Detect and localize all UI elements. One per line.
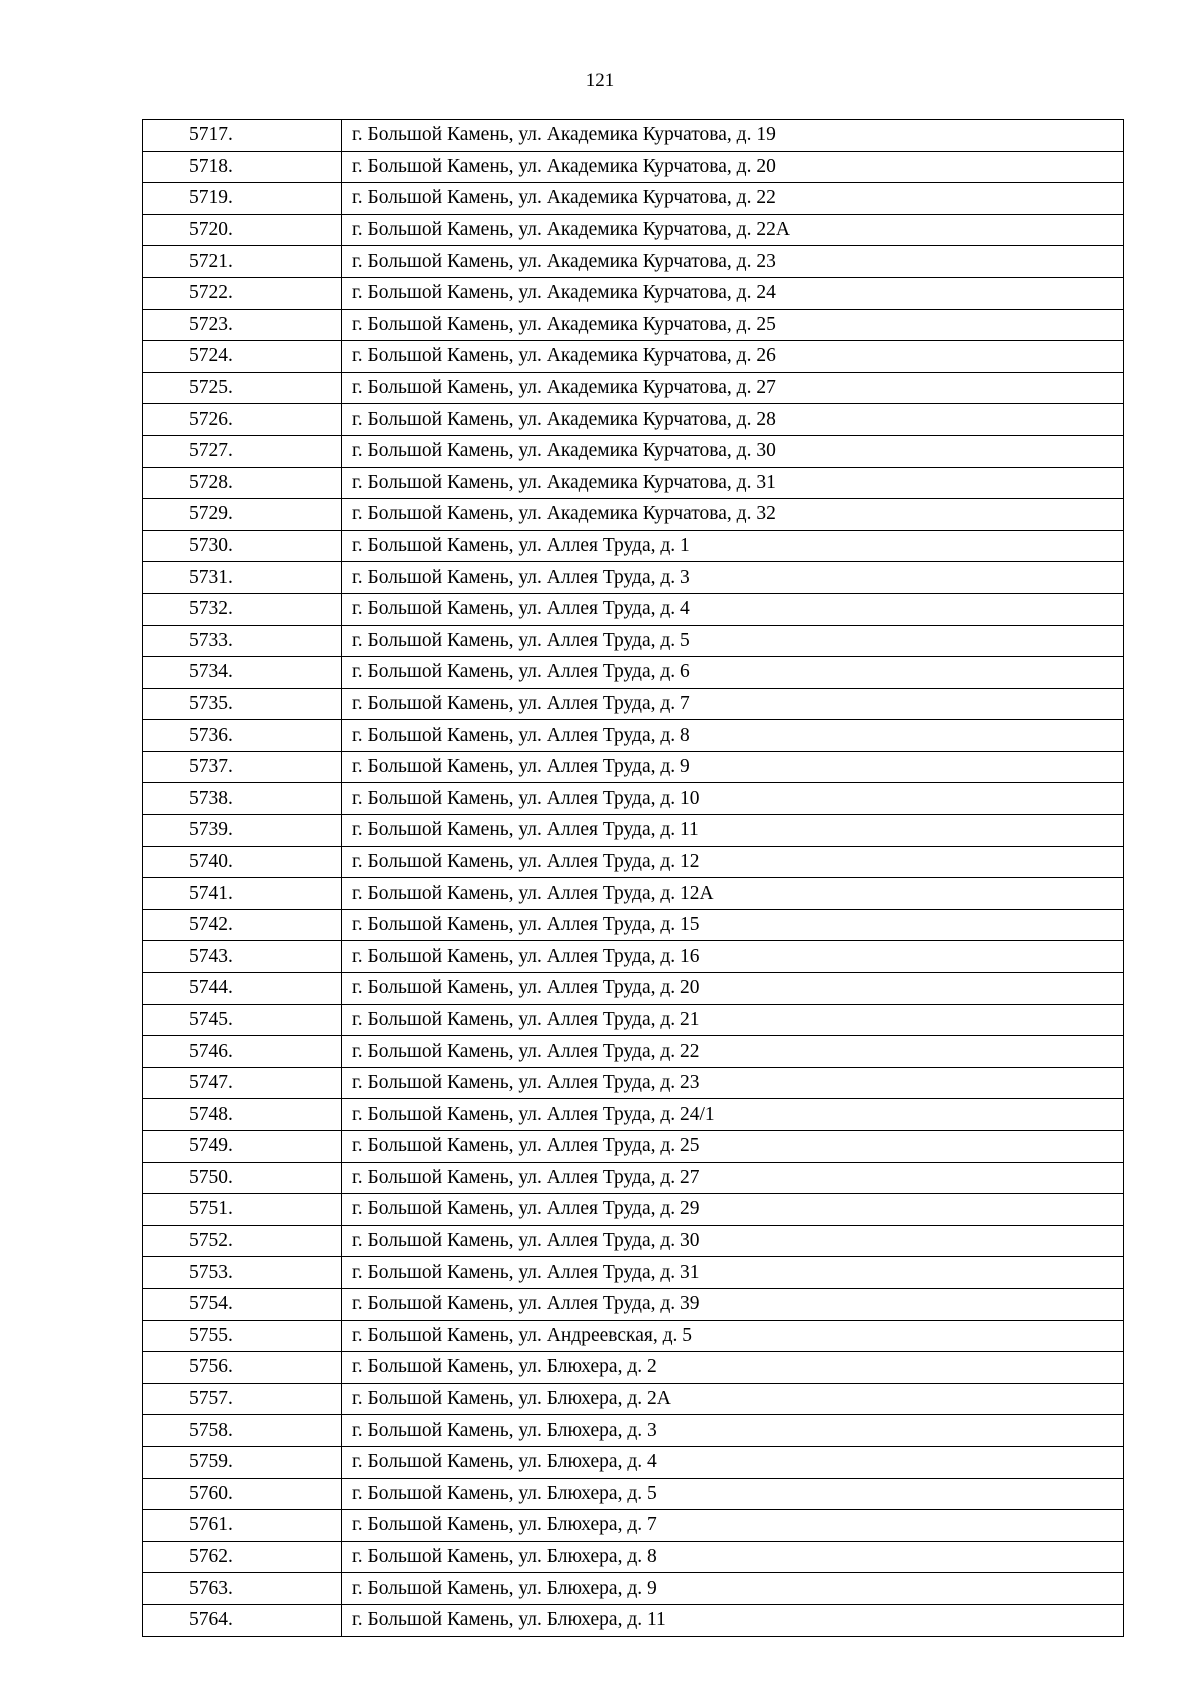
row-number-cell: 5725.	[143, 372, 342, 404]
address-cell: г. Большой Камень, ул. Блюхера, д. 9	[342, 1573, 1124, 1605]
row-number-cell: 5757.	[143, 1383, 342, 1415]
address-cell: г. Большой Камень, ул. Аллея Труда, д. 11	[342, 815, 1124, 847]
address-cell: г. Большой Камень, ул. Аллея Труда, д. 31	[342, 1257, 1124, 1289]
table-row	[143, 1478, 1124, 1510]
address-cell: г. Большой Камень, ул. Академика Курчатова, д. 27	[342, 372, 1124, 404]
table-row	[143, 846, 1124, 878]
table-row	[143, 214, 1124, 246]
address-cell: г. Большой Камень, ул. Аллея Труда, д. 27	[342, 1162, 1124, 1194]
table-row	[143, 404, 1124, 436]
row-number-cell: 5759.	[143, 1446, 342, 1478]
row-number-cell: 5758.	[143, 1415, 342, 1447]
address-cell: г. Большой Камень, ул. Аллея Труда, д. 8	[342, 720, 1124, 752]
address-cell: г. Большой Камень, ул. Академика Курчатова, д. 20	[342, 151, 1124, 183]
row-number-cell: 5756.	[143, 1352, 342, 1384]
page-number: 121	[585, 70, 615, 91]
table-row	[143, 1510, 1124, 1542]
address-cell: г. Большой Камень, ул. Академика Курчатова, д. 24	[342, 277, 1124, 309]
address-cell: г. Большой Камень, ул. Аллея Труда, д. 12А	[342, 878, 1124, 910]
table-row	[143, 973, 1124, 1005]
table-row	[143, 941, 1124, 973]
address-cell: г. Большой Камень, ул. Академика Курчатова, д. 19	[342, 120, 1124, 152]
row-number-cell: 5736.	[143, 720, 342, 752]
table-row	[143, 720, 1124, 752]
address-cell: г. Большой Камень, ул. Аллея Труда, д. 12	[342, 846, 1124, 878]
address-cell: г. Большой Камень, ул. Андреевская, д. 5	[342, 1320, 1124, 1352]
row-number-cell: 5740.	[143, 846, 342, 878]
row-number-cell: 5749.	[143, 1131, 342, 1163]
table-row	[143, 688, 1124, 720]
table-row	[143, 625, 1124, 657]
address-cell: г. Большой Камень, ул. Академика Курчатова, д. 30	[342, 435, 1124, 467]
row-number-cell: 5751.	[143, 1194, 342, 1226]
address-cell: г. Большой Камень, ул. Аллея Труда, д. 5	[342, 625, 1124, 657]
address-cell: г. Большой Камень, ул. Аллея Труда, д. 21	[342, 1004, 1124, 1036]
row-number-cell: 5734.	[143, 657, 342, 689]
table-row	[143, 1162, 1124, 1194]
row-number-cell: 5719.	[143, 183, 342, 215]
address-table-body	[143, 120, 1124, 1637]
table-row	[143, 1415, 1124, 1447]
address-cell: г. Большой Камень, ул. Блюхера, д. 8	[342, 1541, 1124, 1573]
table-row	[143, 1099, 1124, 1131]
address-cell: г. Большой Камень, ул. Академика Курчатова, д. 25	[342, 309, 1124, 341]
row-number-cell: 5729.	[143, 499, 342, 531]
table-row	[143, 1257, 1124, 1289]
table-row	[143, 751, 1124, 783]
row-number-cell: 5761.	[143, 1510, 342, 1542]
address-cell: г. Большой Камень, ул. Аллея Труда, д. 22	[342, 1036, 1124, 1068]
row-number-cell: 5743.	[143, 941, 342, 973]
address-cell: г. Большой Камень, ул. Аллея Труда, д. 16	[342, 941, 1124, 973]
row-number-cell: 5760.	[143, 1478, 342, 1510]
table-row	[143, 1352, 1124, 1384]
row-number-cell: 5737.	[143, 751, 342, 783]
address-cell: г. Большой Камень, ул. Аллея Труда, д. 25	[342, 1131, 1124, 1163]
row-number-cell: 5723.	[143, 309, 342, 341]
row-number-cell: 5752.	[143, 1225, 342, 1257]
row-number-cell: 5755.	[143, 1320, 342, 1352]
address-cell: г. Большой Камень, ул. Академика Курчатова, д. 22А	[342, 214, 1124, 246]
table-row	[143, 309, 1124, 341]
table-row	[143, 909, 1124, 941]
address-cell: г. Большой Камень, ул. Академика Курчатова, д. 28	[342, 404, 1124, 436]
table-row	[143, 1036, 1124, 1068]
address-cell: г. Большой Камень, ул. Аллея Труда, д. 10	[342, 783, 1124, 815]
table-row	[143, 657, 1124, 689]
row-number-cell: 5718.	[143, 151, 342, 183]
row-number-cell: 5720.	[143, 214, 342, 246]
address-cell: г. Большой Камень, ул. Аллея Труда, д. 7	[342, 688, 1124, 720]
address-cell: г. Большой Камень, ул. Блюхера, д. 11	[342, 1604, 1124, 1636]
row-number-cell: 5762.	[143, 1541, 342, 1573]
address-cell: г. Большой Камень, ул. Аллея Труда, д. 39	[342, 1288, 1124, 1320]
row-number-cell: 5726.	[143, 404, 342, 436]
row-number-cell: 5717.	[143, 120, 342, 152]
table-row	[143, 1383, 1124, 1415]
table-row	[143, 1067, 1124, 1099]
table-row	[143, 815, 1124, 847]
table-row	[143, 1573, 1124, 1605]
table-row	[143, 1446, 1124, 1478]
row-number-cell: 5739.	[143, 815, 342, 847]
address-cell: г. Большой Камень, ул. Аллея Труда, д. 4	[342, 593, 1124, 625]
table-row	[143, 1194, 1124, 1226]
row-number-cell: 5747.	[143, 1067, 342, 1099]
address-cell: г. Большой Камень, ул. Академика Курчатова, д. 23	[342, 246, 1124, 278]
table-row	[143, 1004, 1124, 1036]
table-row	[143, 1320, 1124, 1352]
address-cell: г. Большой Камень, ул. Аллея Труда, д. 24/1	[342, 1099, 1124, 1131]
table-row	[143, 1131, 1124, 1163]
row-number-cell: 5742.	[143, 909, 342, 941]
address-cell: г. Большой Камень, ул. Аллея Труда, д. 29	[342, 1194, 1124, 1226]
row-number-cell: 5741.	[143, 878, 342, 910]
table-row	[143, 277, 1124, 309]
row-number-cell: 5738.	[143, 783, 342, 815]
row-number-cell: 5745.	[143, 1004, 342, 1036]
row-number-cell: 5721.	[143, 246, 342, 278]
table-row	[143, 593, 1124, 625]
table-row	[143, 151, 1124, 183]
table-row	[143, 1288, 1124, 1320]
table-row	[143, 246, 1124, 278]
address-cell: г. Большой Камень, ул. Блюхера, д. 4	[342, 1446, 1124, 1478]
address-cell: г. Большой Камень, ул. Блюхера, д. 2А	[342, 1383, 1124, 1415]
address-cell: г. Большой Камень, ул. Академика Курчатова, д. 32	[342, 499, 1124, 531]
row-number-cell: 5753.	[143, 1257, 342, 1289]
table-row	[143, 341, 1124, 373]
table-row	[143, 120, 1124, 152]
row-number-cell: 5722.	[143, 277, 342, 309]
address-cell: г. Большой Камень, ул. Аллея Труда, д. 23	[342, 1067, 1124, 1099]
address-table	[142, 119, 1124, 1637]
row-number-cell: 5732.	[143, 593, 342, 625]
table-row	[143, 372, 1124, 404]
address-cell: г. Большой Камень, ул. Блюхера, д. 7	[342, 1510, 1124, 1542]
address-cell: г. Большой Камень, ул. Аллея Труда, д. 20	[342, 973, 1124, 1005]
address-cell: г. Большой Камень, ул. Аллея Труда, д. 9	[342, 751, 1124, 783]
row-number-cell: 5763.	[143, 1573, 342, 1605]
row-number-cell: 5748.	[143, 1099, 342, 1131]
table-row	[143, 530, 1124, 562]
row-number-cell: 5731.	[143, 562, 342, 594]
address-cell: г. Большой Камень, ул. Аллея Труда, д. 15	[342, 909, 1124, 941]
address-cell: г. Большой Камень, ул. Аллея Труда, д. 1	[342, 530, 1124, 562]
table-row	[143, 1225, 1124, 1257]
table-row	[143, 1604, 1124, 1636]
address-cell: г. Большой Камень, ул. Академика Курчатова, д. 22	[342, 183, 1124, 215]
row-number-cell: 5746.	[143, 1036, 342, 1068]
row-number-cell: 5764.	[143, 1604, 342, 1636]
row-number-cell: 5727.	[143, 435, 342, 467]
address-cell: г. Большой Камень, ул. Блюхера, д. 3	[342, 1415, 1124, 1447]
address-cell: г. Большой Камень, ул. Блюхера, д. 5	[342, 1478, 1124, 1510]
table-row	[143, 435, 1124, 467]
table-row	[143, 878, 1124, 910]
address-cell: г. Большой Камень, ул. Академика Курчатова, д. 31	[342, 467, 1124, 499]
address-cell: г. Большой Камень, ул. Аллея Труда, д. 3	[342, 562, 1124, 594]
row-number-cell: 5733.	[143, 625, 342, 657]
row-number-cell: 5735.	[143, 688, 342, 720]
table-row	[143, 499, 1124, 531]
table-row	[143, 562, 1124, 594]
table-row	[143, 467, 1124, 499]
row-number-cell: 5744.	[143, 973, 342, 1005]
address-cell: г. Большой Камень, ул. Аллея Труда, д. 30	[342, 1225, 1124, 1257]
table-row	[143, 1541, 1124, 1573]
row-number-cell: 5754.	[143, 1288, 342, 1320]
row-number-cell: 5730.	[143, 530, 342, 562]
table-row	[143, 183, 1124, 215]
address-cell: г. Большой Камень, ул. Аллея Труда, д. 6	[342, 657, 1124, 689]
row-number-cell: 5750.	[143, 1162, 342, 1194]
row-number-cell: 5728.	[143, 467, 342, 499]
address-cell: г. Большой Камень, ул. Блюхера, д. 2	[342, 1352, 1124, 1384]
address-cell: г. Большой Камень, ул. Академика Курчатова, д. 26	[342, 341, 1124, 373]
row-number-cell: 5724.	[143, 341, 342, 373]
table-row	[143, 783, 1124, 815]
